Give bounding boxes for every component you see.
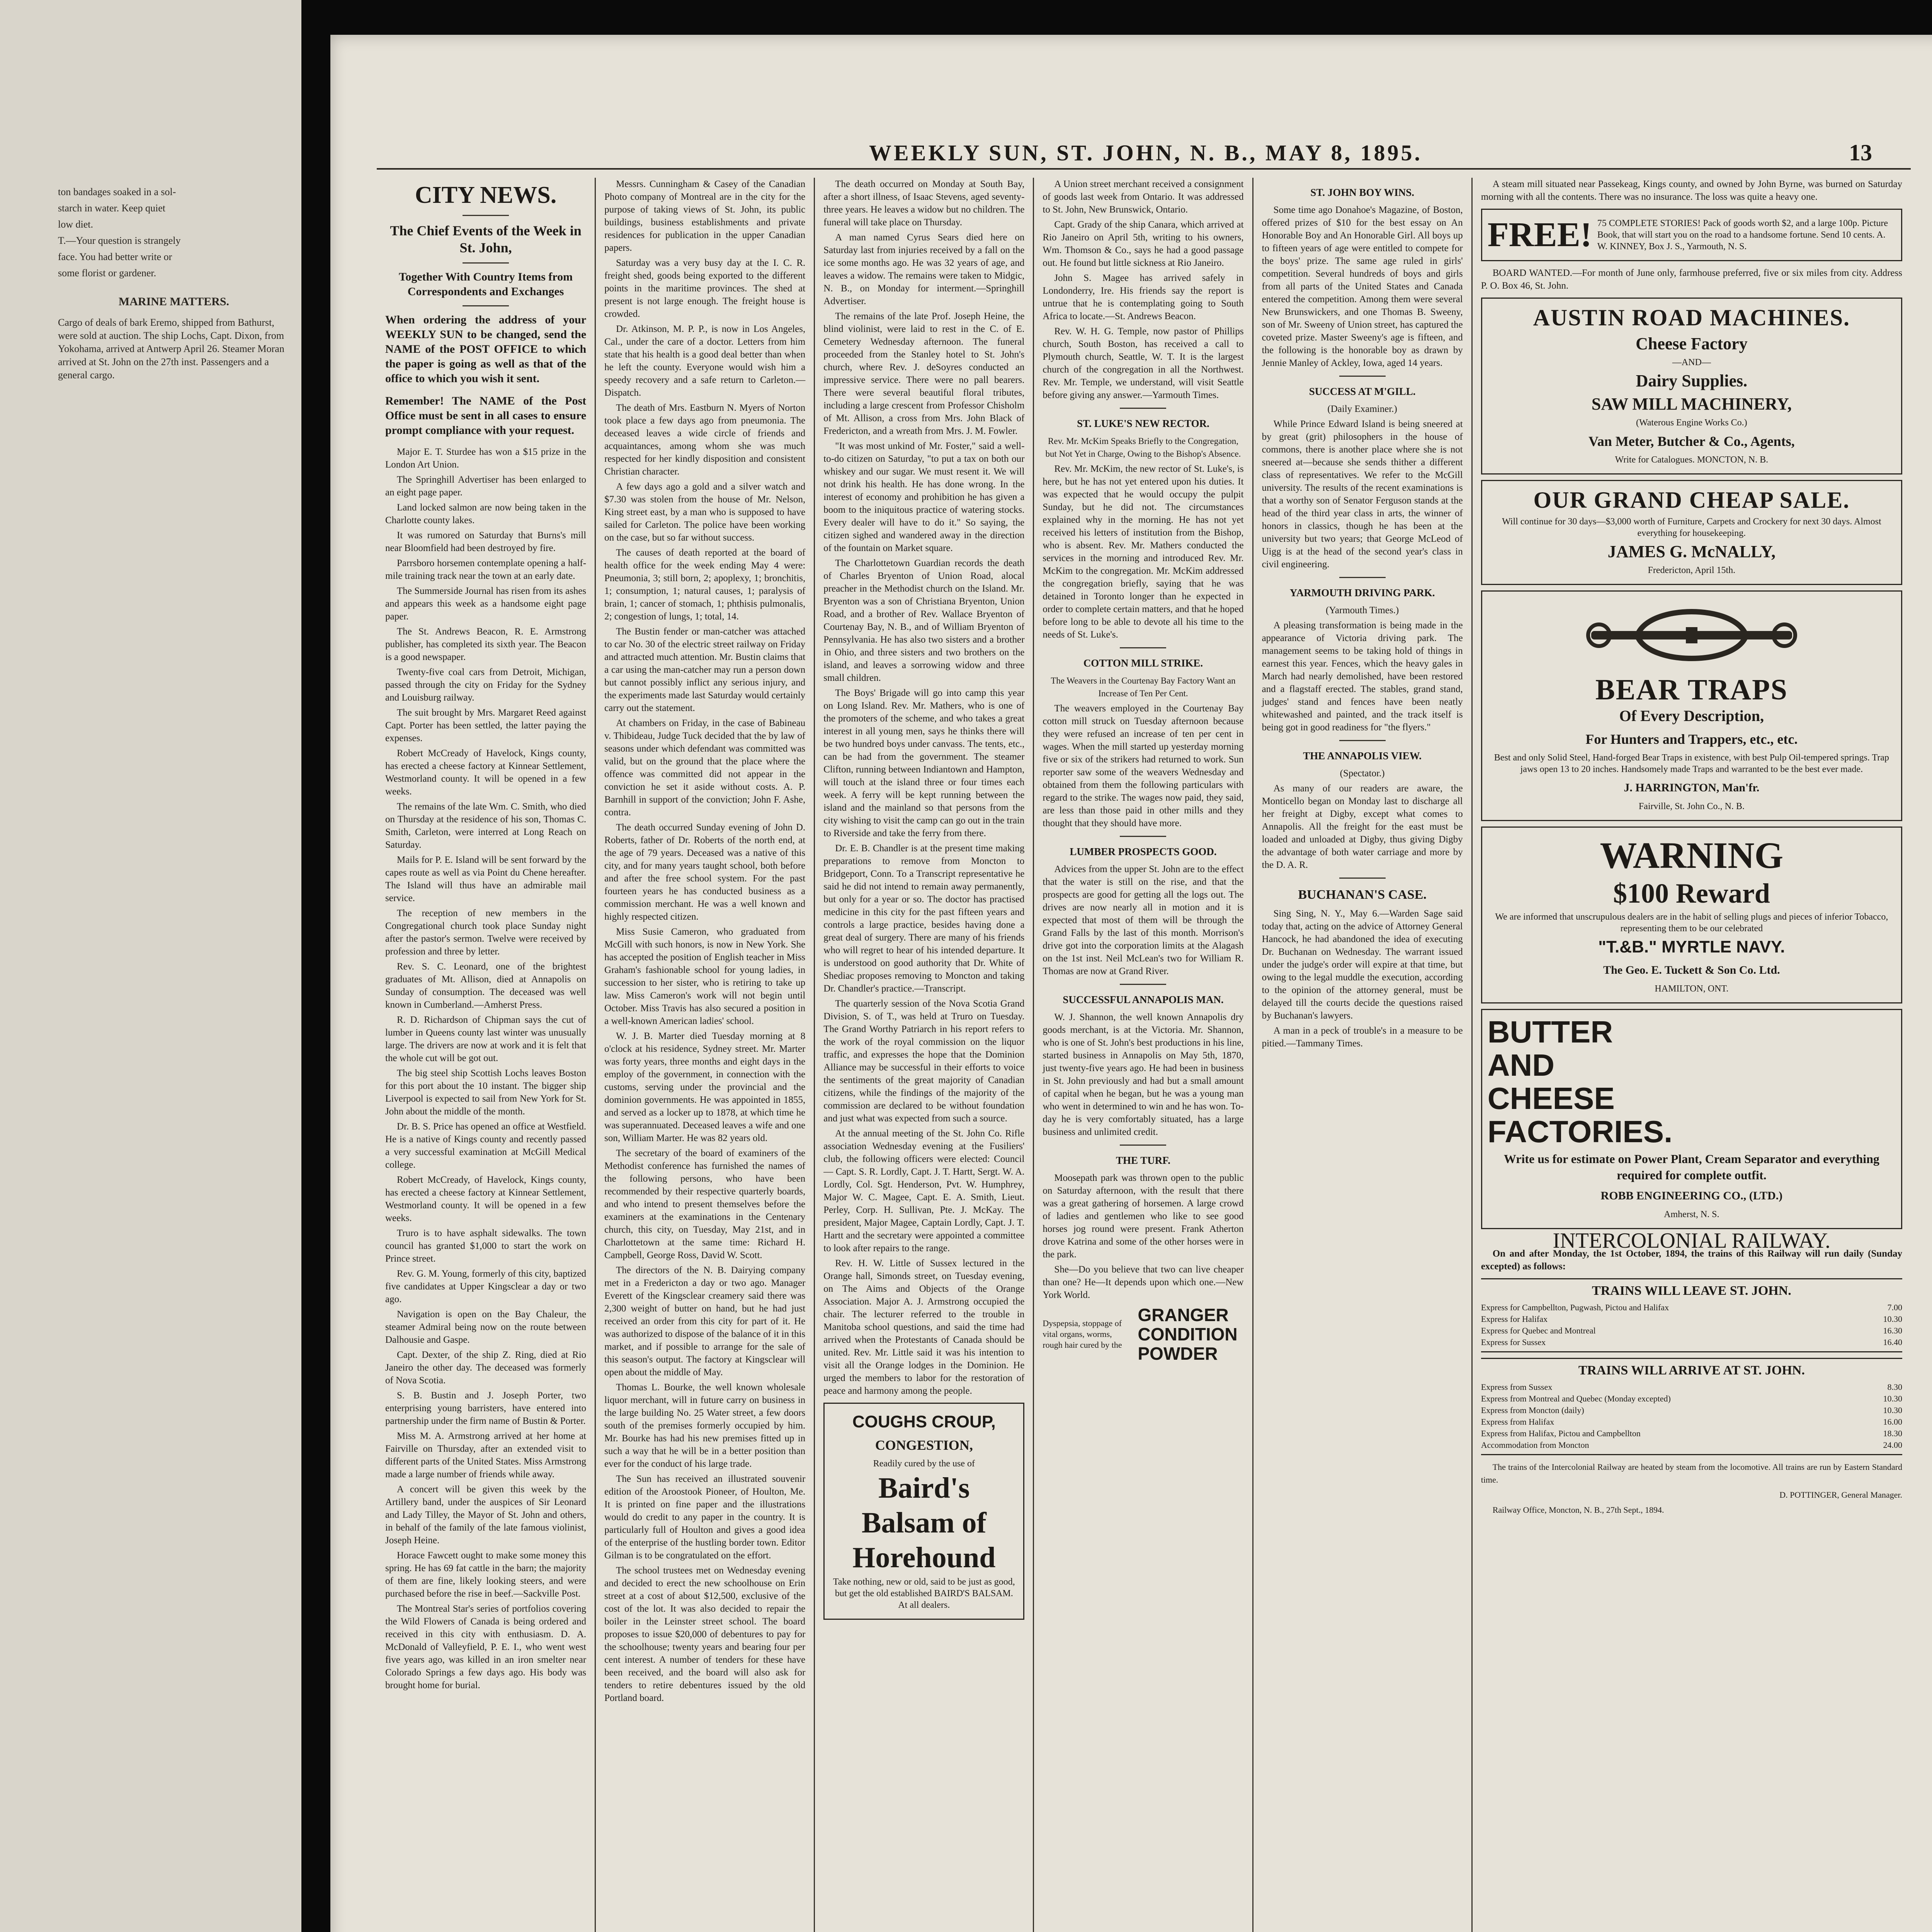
train-time: 10.30	[1883, 1405, 1902, 1415]
bear-trap-illustration	[1583, 600, 1800, 670]
article-body: A pleasing transformation is being made in the appearance of Victoria driving park. The management seems to be taking hold of things in earnest this year. Fences, which the heavy gales in March had nearly demolished, have been restored and a flagstaff erected. The stables, grand stand, judges' stand and fences have been neatly whitewashed and painted, and the track itself is being got in good readiness for "the flyers."	[1262, 620, 1463, 733]
news-item: The causes of death reported at the board of health office for the week ending May 4 were: Pneumonia, 3; still born, 2; apoplexy, 1; bronchitis, 1; consumption, 1; natural causes, 1; paralysis of brain, 1; cancer of stomach, 1; phthisis pulmonalis, 2; congestion of lungs, 1; total, 14.	[604, 548, 806, 622]
strip-line: starch in water. Keep quiet	[58, 202, 165, 214]
railway-title: INTERCOLONIAL RAILWAY.	[1553, 1229, 1831, 1253]
train-name: Express for Campbellton, Pugwash, Pictou and Halifax	[1481, 1303, 1669, 1312]
traps-line: For Hunters and Trappers, etc., etc.	[1585, 731, 1798, 747]
austin-road-machines-ad	[1481, 298, 1902, 474]
austin-line: —AND—	[1672, 357, 1711, 367]
departures-title: TRAINS WILL LEAVE ST. JOHN.	[1592, 1284, 1791, 1298]
granger-brand: CONDITION	[1138, 1324, 1238, 1344]
sale-name: JAMES G. McNALLY,	[1607, 542, 1776, 561]
bear-traps-ad	[1481, 590, 1902, 821]
train-name: Express for Sussex	[1481, 1337, 1546, 1347]
article-body: The weavers employed in the Courtenay Bay cotton mill struck on Tuesday afternoon because they were refused an increase of ten per cent in wages. When the mill started up yesterday morning five or six of the strikers had returned to work. Sun reporter saw some of the weavers Wednesday and obtained from them the following particulars with regard to the strike. The wages now paid, they said, are less than those paid in other mills and they thought that they should have more.	[1043, 703, 1244, 828]
butter-company: ROBB ENGINEERING CO., (LTD.)	[1600, 1189, 1783, 1202]
column-4	[1034, 178, 1253, 1932]
news-item: Major E. T. Sturdee has won a $15 prize in the London Art Union.	[385, 447, 587, 470]
butter-line: FACTORIES.	[1487, 1114, 1673, 1149]
train-time: 10.30	[1883, 1394, 1902, 1403]
divider	[1120, 408, 1166, 409]
divider	[1120, 1145, 1166, 1146]
article-heading: THE ANNAPOLIS VIEW.	[1303, 750, 1422, 762]
news-item: The big steel ship Scottish Lochs leaves Boston for this port about the 10 instant. The bigger ship Liverpool is expected to sail from New York for St. John about the middle of the month.	[385, 1068, 587, 1117]
news-item: A steam mill situated near Passekeag, Kings county, and owned by John Byrne, was burned on Saturday morning with all the contents. There was no insurance. The loss was quite a heavy one.	[1481, 179, 1902, 202]
news-item: Thomas L. Bourke, the well known wholesale liquor merchant, will in future carry on business in the large building No. 25 Water street, a few doors south of the premises formerly occupied by him. Mr. Bourke has had his new premises fitted up in such a way that he will be in a better position than ever for the conduct of his large trade.	[604, 1382, 806, 1469]
railway-intro: On and after Monday, the 1st October, 1894, the trains of this Railway will run daily (Sunday excepted) as follows:	[1481, 1248, 1902, 1272]
ad-footer: Take nothing, new or old, said to be just as good, but get the old established BAIRD'S BALSAM. At all dealers.	[833, 1577, 1015, 1610]
article-source: (Daily Examiner.)	[1327, 404, 1397, 414]
austin-line: SAW MILL MACHINERY,	[1591, 395, 1792, 413]
train-time: 8.30	[1887, 1382, 1902, 1392]
news-item: Dr. E. B. Chandler is at the present time making preparations to remove from Moncton to Bridgeport, Conn. To a Transcript representative he said he did not intend to remain away permanently, but only for a year or so. The doctor has practised medicine in this city for the past fifteen years and controls a large practice, besides having done a great deal of surgery. There are many of his friends who will regret to hear of his intended departure. It is understood on good authority that Dr. White of Shediac proposes removing to Moncton and taking Dr. Chandler's practice.—Transcript.	[823, 843, 1025, 994]
timetable-row	[1481, 1405, 1902, 1416]
article-heading-large: BUCHANAN'S CASE.	[1298, 888, 1427, 902]
austin-line: (Waterous Engine Works Co.)	[1636, 418, 1747, 428]
news-item: Twenty-five coal cars from Detroit, Michigan, passed through the city on Friday for the Sydney and Louisburg railway.	[385, 667, 587, 703]
news-item: Rev. S. C. Leonard, one of the brightest graduates of Mt. Allison, died at Annapolis on Sunday of consumption. The deceased was well known in Cumberland.—Amherst Press.	[385, 961, 587, 1010]
news-item: Rev. W. H. G. Temple, now pastor of Phillips church, South Boston, has received a call to Plymouth church, Seattle, W. T. It is the largest church of the congregation in all the Northwest. Rev. Mr. Temple, we understand, will visit Seattle before giving any answer.—Yarmouth Times.	[1043, 326, 1244, 400]
sale-title: OUR GRAND CHEAP SALE.	[1533, 487, 1850, 513]
news-item: The quarterly session of the Nova Scotia Grand Division, S. of T., was held at Truro on Tuesday. The Grand Worthy Patriarch in his report refers to the work of the royal commission on the liquor traffic, and expresses the hope that the Dominion Alliance may be successful in their efforts to voice the sentiments of the great majority of Canadian citizens, while the findings of the majority of the commission are declared to be without foundation and just what was expected from such a source.	[823, 998, 1025, 1124]
news-item: Parrsboro horsemen contemplate opening a half-mile training track near the town at an early date.	[385, 558, 587, 581]
article-source: (Spectator.)	[1340, 768, 1385, 779]
timetable-row	[1481, 1302, 1902, 1313]
news-item: The Charlottetown Guardian records the death of Charles Bryenton of Union Road, alocal preacher in the Methodist church on the Island. Mr. Bryenton was a son of Christiana Bryenton, Union Road, and a brother of Rev. Wallace Bryenton of Courtenay Bay, N. B., and of William Bryenton of Pennsylvania. He has also two sisters and a brother in Ohio, and three sisters and two brothers on the island, and leaves a sorrowing widow and three small children.	[823, 558, 1025, 683]
news-item: The Sun has received an illustrated souvenir edition of the Aroostook Pioneer, of Houlton, Me. It is printed on fine paper and the illustrations would do credit to any paper in the country. It is particularly full of Houlton and gives a good idea of the enterprise of the hustling border town. Editor Gilman is to be congratulated on the effort.	[604, 1474, 806, 1561]
news-item: A man named Cyrus Sears died here on Saturday last from injuries received by a fall on the ice some months ago. He was 32 years of age, and leaves a widow. The remains were taken to Midgic, N. B., on Monday for interment.—Springhill Advertiser.	[823, 232, 1025, 306]
address-notice: When ordering the address of your WEEKLY SUN to be changed, send the NAME of the POST OFFICE to which the paper is going as well as that of the office to which you wish it sent.	[385, 313, 587, 385]
free-text: 75 COMPLETE STORIES! Pack of goods worth $2, and a large 100p. Picture Book, that will start you on the road to a handsome fortune. Send 10 cents. A. W. KINNEY, Box J. S., Yarmouth, N. S.	[1597, 218, 1888, 252]
divider	[463, 262, 509, 264]
marine-matters-heading: MARINE MATTERS.	[118, 295, 230, 308]
traps-title: BEAR TRAPS	[1595, 673, 1788, 706]
granger-powder-ad	[1043, 1305, 1243, 1363]
article-heading: SUCCESS AT M'GILL.	[1309, 386, 1416, 397]
article-heading: YARMOUTH DRIVING PARK.	[1289, 587, 1435, 599]
city-news-items	[385, 446, 586, 1692]
news-item: The secretary of the board of examiners of the Methodist conference has furnished the names of the following persons, who have been recommended by their respective quarterly boards, and who intend to present themselves before the examiners at the examinations in the Centenary church, this city, on Tuesday, May 21st, and in Charlottetown at the same time: Richard H. Campbell, George Ross, David W. Scott.	[604, 1148, 806, 1260]
article-body: As many of our readers are aware, the Monticello began on Monday last to discharge all her freight at Digby, except what comes to Annapolis. All the freight for the east must be loaded and unloaded at Digby, thus giving Digby the advantage of both water carriage and more by the D. A. R.	[1262, 783, 1463, 870]
train-time: 10.30	[1883, 1314, 1902, 1324]
news-item: A few days ago a gold and a silver watch and $7.30 was stolen from the house of Mr. Nelson, King street east, by a man who is supposed to have sailed for Carleton. The police have been working on the case, but so far without success.	[604, 481, 806, 543]
strip-line: low diet.	[58, 219, 93, 230]
article-body: Sing Sing, N. Y., May 6.—Warden Sage said today that, acting on the advice of Attorney General Hancock, he had abandoned the idea of executing Dr. Buchanan on Wednesday. The warrant issued under the judge's order will expire at that time, but owing to the legal muddle the execution, according to the opinion of the attorney general, must be delayed till the courts decide the questions raised by Buchanan's lawyers.	[1262, 908, 1463, 1021]
news-item: The death occurred on Monday at South Bay, after a short illness, of Isaac Stevens, aged seventy-three years. He leaves a widow but no children. The funeral will take place on Thursday.	[823, 179, 1025, 228]
news-item: A Union street merchant received a consignment of goods last week from Ontario. It was addressed to St. John, New Brunswick, Ontario.	[1043, 179, 1244, 215]
free-headline: FREE!	[1487, 216, 1592, 254]
traps-place: Fairville, St. John Co., N. B.	[1638, 801, 1745, 811]
intercolonial-railway-ad	[1481, 1229, 1902, 1516]
traps-text: Best and only Solid Steel, Hand-forged Bear Traps in existence, with best Pulp Oil-tempered springs. Trap jaws open 13 to 20 inches. Handsomely made Traps and warranted to be the best ever made.	[1494, 753, 1889, 774]
news-item: The directors of the N. B. Dairying company met in a Fredericton a day or two ago. Manager Everett of the Kingsclear creamery said there was 2,300 weight of butter on hand, but he had just received an order from this city for part of it. He was authorized to dispose of the balance of it in this market, and if possible to arrange for the sale of this season's output. The factory at Kingsclear will open about the middle of May.	[604, 1265, 806, 1378]
news-item: Rev. H. W. Little of Sussex lectured in the Orange hall, Simonds street, on Tuesday evening, on The Aims and Objects of the Orange Association. Major A. J. Armstrong occupied the chair. The lecturer referred to the trouble in Manitoba school questions, and said the time had arrived when the Protestants of Canada should be united. Rev. Mr. Little said it was his intention to visit all the Orange lodges in the Dominion. He urged the members to labor for the restoration of peace and harmony among the people.	[823, 1258, 1025, 1396]
news-item: Mails for P. E. Island will be sent forward by the capes route as well as via Point du Chene hereafter. The Island will thus have an admirable mail service.	[385, 855, 587, 903]
butter-line: BUTTER	[1487, 1015, 1613, 1049]
news-item: Capt. Grady of the ship Canara, which arrived at Rio Janeiro on April 5th, writing to his owners, Wm. Thomson & Co., says he had a good passage out. He found but little sickness at Rio Janeiro.	[1043, 219, 1244, 268]
traps-name: J. HARRINGTON, Man'fr.	[1624, 781, 1760, 794]
news-item: The suit brought by Mrs. Margaret Reed against Capt. Porter has been settled, the latter paying the expenses.	[385, 707, 587, 743]
news-item: Robert McCready, of Havelock, Kings county, has erected a cheese factory at Kinnear Settlement, Westmorland county. It will be opened in a few weeks.	[385, 1175, 587, 1223]
news-item: Miss M. A. Armstrong arrived at her home at Fairville on Thursday, after an extended visit to different parts of the United States. Miss Armstrong made a large number of friends while away.	[385, 1431, 587, 1480]
butter-place: Amherst, N. S.	[1664, 1209, 1719, 1219]
divider	[1120, 984, 1166, 985]
news-item: Navigation is open on the Bay Chaleur, the steamer Admiral being now on the route between Dalhousie and Gaspe.	[385, 1309, 587, 1345]
warning-reward: $100 Reward	[1613, 878, 1770, 909]
article-body: She—Do you believe that two can live cheaper than one? He—It depends upon which one.—New York World.	[1043, 1264, 1244, 1300]
train-name: Accommodation from Moncton	[1481, 1440, 1589, 1450]
train-time: 24.00	[1883, 1440, 1902, 1450]
train-name: Express from Sussex	[1481, 1382, 1553, 1392]
timetable-row	[1481, 1313, 1902, 1325]
austin-line: Van Meter, Butcher & Co., Agents,	[1588, 434, 1795, 449]
timetable-row	[1481, 1393, 1902, 1405]
timetable-row	[1481, 1428, 1902, 1439]
myrtle-navy-warning-ad	[1481, 827, 1902, 1003]
sale-text: Will continue for 30 days—$3,000 worth of Furniture, Carpets and Crockery for next 30 days. Almost everything for housekeeping.	[1502, 517, 1881, 538]
austin-title: AUSTIN ROAD MACHINES.	[1533, 305, 1850, 330]
divider	[463, 305, 509, 306]
train-name: Express from Halifax	[1481, 1417, 1554, 1427]
bairds-balsam-ad	[823, 1403, 1024, 1620]
news-item: The remains of the late Wm. C. Smith, who died on Thursday at the residence of his son, Thomas C. Smith, Carleton, were interred at Long Reach on Saturday.	[385, 801, 587, 850]
article-heading: ST. JOHN BOY WINS.	[1310, 187, 1415, 198]
article-body: Moosepath park was thrown open to the public on Saturday afternoon, with the result that there was a great gathering of horsemen. A large crowd of ladies and gentlemen who like to see good horses jog round were present. Frank Atherton drove Katrina and some of the other horses were in the park.	[1043, 1173, 1244, 1260]
masthead-rule	[377, 168, 1911, 170]
strip-line: face. You had better write or	[58, 251, 172, 262]
page-number: 13	[1849, 139, 1872, 165]
news-item: Horace Fawcett ought to make some money this spring. He has 69 fat cattle in the barn; the majority of them are fine, likely looking steers, and were purchased before the rise in beef.—Sackville Post.	[385, 1550, 587, 1599]
butter-text: Write us for estimate on Power Plant, Cream Separator and everything required for complete outfit.	[1503, 1152, 1879, 1182]
warning-company: The Geo. E. Tuckett & Son Co. Ltd.	[1603, 964, 1780, 976]
news-item: "It was most unkind of Mr. Foster," said a well-to-do citizen on Saturday, "to put a tax on both our whiskey and our sugar. We must resent it. We will not drink his health. He has done wrong. In the interest of economy and prohibition he has given a boom to the iniquitous practice of watering stocks. Every dealer will have to do it." So saying, the citizen sighed and wandered away in the direction of the fountain on Market square.	[823, 441, 1025, 553]
divider	[1120, 647, 1166, 648]
news-item: The reception of new members in the Congregational church took place Sunday night after the pastor's sermon. Twelve were received by profession and three by letter.	[385, 908, 587, 957]
article-body: A man in a peck of trouble's in a measure to be pitied.—Tammany Times.	[1262, 1026, 1463, 1049]
warning-headline: WARNING	[1600, 835, 1784, 876]
article-heading: COTTON MILL STRIKE.	[1083, 657, 1203, 669]
timetable-row	[1481, 1325, 1902, 1337]
news-item: The death of Mrs. Eastburn N. Myers of Norton took place a few days ago from pneumonia. The deceased leaves a wide circle of friends and acquaintances, among whom she was much respected for her kindly disposition and consistent Christian character.	[604, 403, 806, 477]
train-time: 16.40	[1883, 1337, 1902, 1347]
ad-line: Readily cured by the use of	[873, 1459, 975, 1469]
city-news-subhead-2: Together With Country Items from Correspondents and Exchanges	[399, 270, 573, 298]
strip-line: T.—Your question is strangely	[58, 235, 181, 246]
article-body: While Prince Edward Island is being sneered at by great (grit) philosophers in the house of commons, there is another place where she is not sneered at—because she sends thither a different class of representatives. We refer to the McGill university. The results of the recent examinations is that a worthy son of Senator Ferguson stands at the head of the third year class in arts, the winner of honors in classics, though he has been at the university but two years; that George McLeod of Uigg is at the head of the second year's class in civil engineering.	[1262, 419, 1463, 570]
article-source: (Yarmouth Times.)	[1326, 605, 1399, 616]
masthead	[330, 139, 1932, 166]
news-item: It was rumored on Saturday that Burns's mill near Bloomfield had been destroyed by fire.	[385, 530, 587, 553]
divider	[463, 215, 509, 216]
ad-brand: Balsam of	[861, 1507, 986, 1539]
granger-text: Dyspepsia, stoppage of vital organs, worms, rough hair cured by the	[1043, 1318, 1122, 1350]
news-item: R. D. Richardson of Chipman says the cut of lumber in Queens county last winter was unusually large. The drivers are now at work and it is felt that the whole cut will be got out.	[385, 1015, 587, 1063]
news-item: A concert will be given this week by the Artillery band, under the auspices of Sir Leonard and Lady Tilley, the Mayor of St. John and others, in behalf of the family of the late famous violinist, Joseph Heine.	[385, 1484, 587, 1546]
strip-line: ton bandages soaked in a sol-	[58, 186, 176, 197]
divider	[1339, 740, 1386, 741]
cheap-sale-ad	[1481, 480, 1902, 585]
column-3	[815, 178, 1034, 1932]
railway-manager: D. POTTINGER, General Manager.	[1779, 1490, 1902, 1500]
news-item: The Montreal Star's series of portfolios covering the Wild Flowers of Canada is being ordered and received in this city with enthusiasm. D. A. McDonald of Valleyfield, P. E. I., who went west five years ago, was killed in an iron smelter near Colorado Springs a few days ago. His body was brought home for burial.	[385, 1604, 587, 1690]
news-item: Miss Susie Cameron, who graduated from McGill with such honors, is now in New York. She has accepted the position of English teacher in Miss Graham's fashionable school for young ladies, in succession to her sister, who is retiring to take up law. Miss Cameron's work will not begin until October. Miss Travis has also secured a position in a well-known American ladies' school.	[604, 927, 806, 1026]
masthead-title: WEEKLY SUN, ST. JOHN, N. B., MAY 8, 1895.	[869, 140, 1422, 165]
granger-brand: GRANGER	[1138, 1305, 1229, 1325]
warning-brand: "T.&B." MYRTLE NAVY.	[1598, 937, 1785, 956]
granger-brand: POWDER	[1138, 1344, 1218, 1364]
newspaper-page	[330, 35, 1932, 1932]
train-time: 7.00	[1887, 1303, 1902, 1312]
news-item: Truro is to have asphalt sidewalks. The town council has granted $1,000 to start the work on Prince street.	[385, 1228, 587, 1264]
ad-brand: Horehound	[852, 1541, 996, 1574]
article-subhead: The Weavers in the Courtenay Bay Factory Want an Increase of Ten Per Cent.	[1051, 676, 1236, 698]
previous-page-text	[0, 0, 301, 1932]
news-item: Saturday was a very busy day at the I. C. R. freight shed, goods being exported to the different points in the maritime provinces. The shed at present is not large enough. The freight house is crowded.	[604, 258, 806, 319]
free-stories-ad	[1481, 209, 1902, 261]
ad-brand: Baird's	[878, 1472, 970, 1504]
news-item: The Summerside Journal has risen from its ashes and appears this week as a handsome eight page paper.	[385, 586, 587, 622]
strip-line: some florist or gardener.	[58, 267, 156, 279]
divider	[1339, 577, 1386, 578]
article-body: W. J. Shannon, the well known Annapolis dry goods merchant, is at the Victoria. Mr. Shannon, who is one of St. John's best productions in his line, started business in Annapolis on May 5th, 1870, just twenty-five years ago. He had been in business in St. John previously and had but a small amount of capital when he began, but he was a young man who went in determined to win and he has won. To-day he is very comfortably situated, has a large business and unlimited credit.	[1043, 1012, 1244, 1137]
news-item: At the annual meeting of the St. John Co. Rifle association Wednesday evening at the Fusiliers' club, the following officers were elected: Council — Capt. S. R. Lordly, Capt. J. T. Hartt, Sergt. W. A. Lordly, Col. Sgt. Henderson, Pvt. W. Humphrey, Major W. C. Magee, Capt. E. A. Smith, Lieut. Perley, Corp. H. Sullivan, Pte. J. McKay. The president, Major Magee, Captain Lordly, Capt. J. T. Hartt and the secretary were appointed a committee to look after repairs to the range.	[823, 1128, 1025, 1253]
warning-text: We are informed that unscrupulous dealers are in the habit of selling plugs and pieces of inferior Tobacco, representing them to be our celebrated	[1495, 912, 1888, 934]
column-5	[1253, 178, 1473, 1932]
column-6-ads	[1473, 178, 1911, 1932]
article-body: Some time ago Donahoe's Magazine, of Boston, offered prizes of $10 for the best essay on An Honorable Boy and An Honorable Girl. All boys up to fifteen years of age were entitled to compete for the boys' prize. The same age ruled in girls' competition. Several hundreds of boys and girls from all parts of the United States and Canada entered the competition. Among them were several New Brunswickers, and one Thomas B. Sweeny, son of Mr. Sweeny of Union street, has captured the coveted prize. Master Sweeny's age is fifteen, and the following is the honorable boy as drawn by Jennie Manley of Ackley, Iowa, aged 14 years.	[1262, 205, 1463, 368]
ad-line: CONGESTION,	[875, 1437, 973, 1453]
news-item: Robert McCready of Havelock, Kings county, has erected a cheese factory at Kinnear Settlement, Westmorland county. It will be opened in a few weeks.	[385, 748, 587, 797]
arrivals-title: TRAINS WILL ARRIVE AT ST. JOHN.	[1578, 1363, 1805, 1378]
marine-matters-body: Cargo of deals of bark Eremo, shipped from Bathurst, were sold at auction. The ship Lochs, Capt. Dixon, from Yokohama, arrived at Antwerp April 26. Steamer Moran arrived at St. John on the 27th inst. Passengers and a general cargo.	[58, 317, 284, 381]
article-heading: SUCCESSFUL ANNAPOLIS MAN.	[1063, 994, 1224, 1005]
timetable-row	[1481, 1439, 1902, 1451]
board-wanted-notice: BOARD WANTED.—For month of June only, farmhouse preferred, five or six miles from city. Address P. O. Box 46, St. John.	[1481, 268, 1902, 291]
timetable-row	[1481, 1381, 1902, 1393]
news-item: Messrs. Cunningham & Casey of the Canadian Photo company of Montreal are in the city for the purpose of taking views of St. John, its public buildings, business establishments and private residences for publication in the upper Canadian papers.	[604, 179, 806, 253]
news-item: The remains of the late Prof. Joseph Heine, the blind violinist, were laid to rest in the C. of E. Cemetery Wednesday afternoon. The funeral proceeded from the Stanley hotel to St. John's church, where Rev. J. deSoyres conducted an impressive service. There were no pall bearers. There were several beautiful floral tributes, including a large crescent from Professor Chisholm of Mt. Allison, a cross from Mrs. John Black of Fredericton, and a wreath from Mrs. J. M. Fowler.	[823, 311, 1025, 436]
news-item: Land locked salmon are now being taken in the Charlotte county lakes.	[385, 502, 587, 526]
news-item: The Bustin fender or man-catcher was attached to car No. 30 of the electric street railway on Friday and attracted much attention. Mr. Bustin claims that a car using the man-catcher may run a person down but cannot possibly inflict any serious injury, and the experiments made last Saturday would certainly carry out the statement.	[604, 626, 806, 713]
article-subhead: Rev. Mr. McKim Speaks Briefly to the Congregation, but Not Yet in Charge, Owing to the Bishop's Absence.	[1045, 436, 1241, 459]
article-body: Advices from the upper St. John are to the effect that the water is still on the rise, and that the prospects are good for getting all the logs out. The drives are now nearly all in motion and it is expected that most of them will be through the Grand Falls by the last of this month. Morrison's drive got into the corporation limits at the Alagash on the 1st inst. Neil McLean's two for William R. Thomas are now at Grand River.	[1043, 864, 1244, 976]
columns	[377, 178, 1911, 1932]
ad-headline: COUGHS CROUP,	[852, 1412, 996, 1431]
news-item: Dr. B. S. Price has opened an office at Westfield. He is a native of Kings county and recently passed a very successful examination at McGill Medical college.	[385, 1121, 587, 1170]
austin-line: Write for Catalogues. MONCTON, N. B.	[1615, 455, 1769, 465]
news-item: The school trustees met on Wednesday evening and decided to erect the new schoolhouse on Erin street at a cost of about $12,500, exclusive of the cost of the lot. It was also decided to repair the boiler in the Leinster street school. The board proposes to issue $20,000 of debentures to pay for the schoolhouse; twenty years and bearing four per cent interest. A number of tenders for these have been received, and the board will also ask for tenders to retire debentures issued by the old Portland board.	[604, 1565, 806, 1703]
train-name: Express from Montreal and Quebec (Monday excepted)	[1481, 1394, 1671, 1403]
train-name: Express for Halifax	[1481, 1314, 1548, 1324]
train-name: Express from Moncton (daily)	[1481, 1405, 1584, 1415]
news-item: The St. Andrews Beacon, R. E. Armstrong publisher, has completed its sixth year. The Beacon is a good newspaper.	[385, 626, 587, 662]
train-time: 16.00	[1883, 1417, 1902, 1427]
article-heading: ST. LUKE'S NEW RECTOR.	[1077, 418, 1209, 429]
news-item: John S. Magee has arrived safely in Londonderry, Ire. His friends say the report is untrue that he is contemplating going to South Africa to locate.—St. Andrews Beacon.	[1043, 273, 1244, 321]
railway-office: Railway Office, Moncton, N. B., 27th Sept., 1894.	[1492, 1505, 1664, 1515]
article-body: Rev. Mr. McKim, the new rector of St. Luke's, is here, but he has not yet entered upon his duties. It was expected that he would occupy the pulpit Sunday, but he did not. The circumstances explained why in the morning. He has not yet received his letters of institution from the Bishop, who is absent. Rev. Mr. Mathers conducted the services in the morning and introduced Rev. Mr. McKim to the congregation. Mr. McKim addressed the congregation briefly, saying that he was detained in Toronto longer than he expected in order to complete certain matters, and that he hoped before long to be able to devote all his time to the needs of St. Luke's.	[1043, 464, 1244, 640]
divider	[1120, 836, 1166, 837]
news-item: Rev. G. M. Young, formerly of this city, baptized five candidates at Upper Kingsclear a day or two ago.	[385, 1269, 587, 1304]
butter-line: AND	[1487, 1048, 1555, 1082]
previous-page-strip	[0, 0, 301, 1932]
train-time: 16.30	[1883, 1326, 1902, 1335]
article-heading: THE TURF.	[1116, 1155, 1171, 1166]
railway-note: The trains of the Intercolonial Railway are heated by steam from the locomotive. All trains are run by Eastern Standard time.	[1481, 1462, 1902, 1485]
train-name: Express for Quebec and Montreal	[1481, 1326, 1596, 1335]
news-item: At chambers on Friday, in the case of Babineau v. Thibideau, Judge Tuck decided that the by law of seasons under which defendant was committed was valid, but on the ground that the place where the offence was committed did not appear in the conviction he set it aside without costs. A. P. Barnhill in support of the conviction; John F. Ashe, contra.	[604, 718, 806, 818]
news-item: Dr. Atkinson, M. P. P., is now in Los Angeles, Cal., under the care of a doctor. Letters from him state that his health is a good deal better than when he left the county. Everyone would wish him a speedy recovery and a safe return to Carleton.—Dispatch.	[604, 324, 806, 398]
divider	[1339, 878, 1386, 879]
butter-line: CHEESE	[1487, 1081, 1615, 1116]
news-item: Capt. Dexter, of the ship Z. Ring, died at Rio Janeiro the other day. The deceased was formerly of Nova Scotia.	[385, 1350, 587, 1386]
news-item: The death occurred Sunday evening of John D. Roberts, father of Dr. Roberts of the north end, at the age of 79 years. Deceased was a native of this city, and for many years taught school, both before and after the free school system. For the past fourteen years he has conducted business as a commission merchant. He was a well known and highly respected citizen.	[604, 822, 806, 922]
departures-timetable	[1481, 1278, 1902, 1352]
city-news-heading: CITY NEWS.	[415, 182, 557, 208]
traps-line: Of Every Description,	[1619, 707, 1764, 724]
news-item: S. B. Bustin and J. Joseph Porter, two enterprising young barristers, have entered into partnership under the firm name of Bustin & Porter.	[385, 1390, 587, 1426]
warning-place: HAMILTON, ONT.	[1655, 984, 1729, 994]
austin-line: Dairy Supplies.	[1636, 371, 1748, 390]
train-name: Express from Halifax, Pictou and Campbellton	[1481, 1429, 1641, 1438]
column-2	[596, 178, 815, 1932]
city-news-subhead: The Chief Events of the Week in St. John,	[390, 223, 582, 255]
address-notice-2: Remember! The NAME of the Post Office must be sent in all cases to ensure prompt compliance with your request.	[385, 395, 587, 437]
column-1	[377, 178, 596, 1932]
news-item: The Springhill Advertiser has been enlarged to an eight page paper.	[385, 474, 587, 498]
timetable-row	[1481, 1337, 1902, 1348]
arrivals-timetable	[1481, 1358, 1902, 1455]
train-time: 18.30	[1883, 1429, 1902, 1438]
article-heading: LUMBER PROSPECTS GOOD.	[1070, 846, 1217, 857]
austin-line: Cheese Factory	[1636, 334, 1748, 353]
news-item: W. J. B. Marter died Tuesday morning at 8 o'clock at his residence, Sydney street. Mr. Marter was forty years, three months and eight days in the employ of the government, in connection with the customs, serving under the provincial and the dominion governments. He was appointed in 1855, and served as a locker up to 1878, at which time he was superannuated. Deceased leaves a wife and one son, William Marter. He was 82 years old.	[604, 1031, 806, 1143]
timetable-row	[1481, 1416, 1902, 1428]
divider	[1339, 376, 1386, 377]
sale-place: Fredericton, April 15th.	[1648, 565, 1736, 575]
butter-cheese-factories-ad	[1481, 1009, 1902, 1229]
news-item: The Boys' Brigade will go into camp this year on Long Island. Rev. Mr. Mathers, who is one of the promoters of the scheme, and who takes a great interest in all young men, says he thinks there will be two hundred boys under canvass. The tents, etc., can be had from the government. The steamer Clifton, running between Indiantown and Hampton, will touch at the island three or four times each week. A ferry will be kept running between the island and the mainland so that persons from the city wishing to visit the camp can go out in the train to Riverside and take the ferry from there.	[823, 688, 1025, 838]
